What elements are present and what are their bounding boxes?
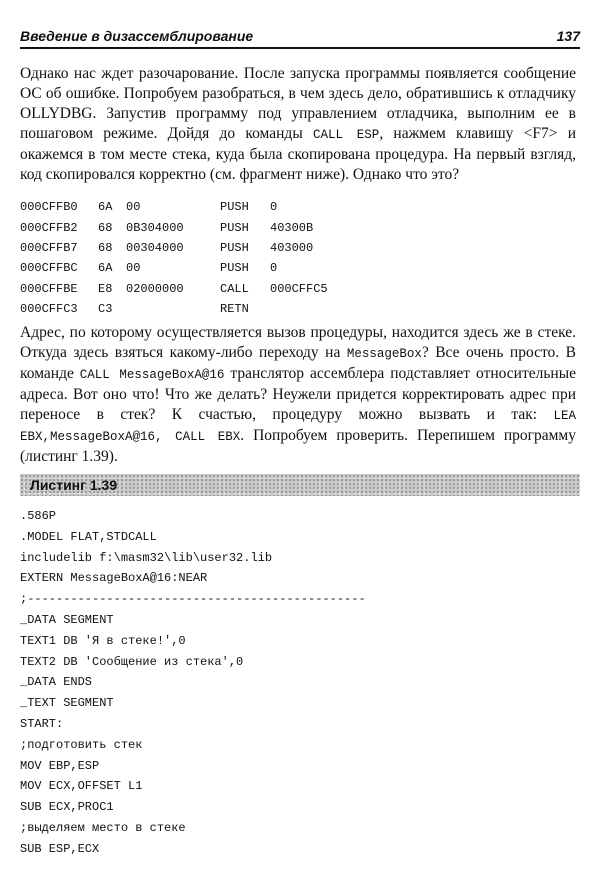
stack-dump-listing	[20, 197, 328, 319]
dump-mnemonic: CALL	[220, 281, 249, 296]
listing-line: START:	[20, 716, 64, 731]
dump-opcode: E8	[98, 281, 113, 296]
dump-opcode: 68	[98, 220, 113, 235]
listing-line: _TEXT SEGMENT	[20, 696, 114, 711]
outro-text-1: Адрес, по которому осуществляется вызов процедуры, находится здесь же в стеке. Откуда здесь взяться какому-либо переходу на	[20, 324, 576, 361]
page-header	[20, 10, 580, 50]
dump-row	[20, 197, 328, 217]
dump-operand: 000CFFC5	[270, 281, 328, 296]
dump-mnemonic: PUSH	[220, 220, 249, 235]
dump-address: 000CFFB0	[20, 200, 78, 215]
dump-opcode: C3	[98, 302, 113, 317]
outro-text-3: транслятор ассемблера подставляет относительные адреса. Вот оно что! Что же делать? Неужели придется корректировать адрес при переносе в стек? К счастью, процедуру можно вызвать и так:	[20, 365, 576, 423]
page-number: 137	[556, 28, 580, 44]
listing-line: .MODEL FLAT,STDCALL	[20, 529, 157, 544]
listing-title: Листинг 1.39	[30, 477, 118, 493]
dump-address: 000CFFB2	[20, 220, 78, 235]
inline-code-lea-call-ebx: LEA EBX,MessageBoxA@16, CALL EBX	[20, 409, 576, 444]
dump-row	[20, 299, 328, 319]
dump-mnemonic: RETN	[220, 302, 249, 317]
inline-code-messagebox: MessageBox	[346, 347, 422, 361]
listing-line: _DATA SEGMENT	[20, 612, 114, 627]
dump-operand: 0	[270, 261, 278, 276]
dump-address: 000CFFB7	[20, 240, 78, 255]
dump-opcode: 68	[98, 240, 113, 255]
inline-code-call-esp: CALL ESP	[312, 128, 380, 142]
dump-mnemonic: PUSH	[220, 261, 249, 276]
dump-address: 000CFFBC	[20, 261, 78, 276]
chapter-title: Введение в дизассемблирование	[20, 28, 254, 44]
listing-line: .586P	[20, 509, 57, 523]
dump-operand: 0	[270, 200, 278, 215]
listing-line: TEXT2 DB 'Сообщение из стека',0	[20, 654, 244, 669]
listing-line: ;-----------------------------------------------	[20, 592, 366, 607]
dump-opcode: 6A	[98, 200, 113, 215]
code-listing	[20, 506, 366, 860]
listing-line: ;выделяем место в стеке	[20, 820, 186, 835]
listing-line: _DATA ENDS	[20, 675, 93, 690]
outro-text-4: . Попробуем проверить. Перепишем программу (листинг 1.39).	[20, 427, 576, 465]
listing-line: includelib f:\masm32\lib\user32.lib	[20, 550, 273, 565]
intro-text-2: , нажмем клавишу <F7> и окажемся в том месте стека, куда была скопирована процедура. На первый взгляд, код скопировался корректно (см. фрагмент ниже). Однако что это?	[20, 125, 576, 183]
listing-line: MOV ECX,OFFSET L1	[20, 779, 143, 794]
header-divider	[20, 47, 580, 49]
dump-immediate: 00304000	[126, 240, 184, 255]
listing-line: MOV EBP,ESP	[20, 758, 100, 773]
listing-line: SUB ESP,ECX	[20, 841, 100, 856]
dump-mnemonic: PUSH	[220, 200, 249, 215]
listing-line: SUB ECX,PROC1	[20, 800, 114, 815]
dump-immediate: 0B304000	[126, 220, 184, 235]
listing-line: EXTERN MessageBoxA@16:NEAR	[20, 571, 208, 586]
dump-row	[20, 238, 328, 258]
explanation-paragraph	[20, 323, 576, 467]
dump-row	[20, 217, 328, 237]
dump-operand: 403000	[270, 240, 314, 255]
listing-caption-bar	[20, 474, 580, 496]
listing-line: TEXT1 DB 'Я в стеке!',0	[20, 633, 186, 648]
dump-row	[20, 279, 328, 299]
dump-mnemonic: PUSH	[220, 240, 249, 255]
outro-text-2: ? Все очень просто. В команде	[20, 344, 576, 382]
dump-row	[20, 258, 328, 278]
listing-line: ;подготовить стек	[20, 737, 143, 752]
dump-immediate: 02000000	[126, 281, 184, 296]
dump-immediate	[126, 299, 220, 319]
intro-paragraph	[20, 64, 576, 185]
dump-address: 000CFFBE	[20, 281, 78, 296]
dump-operand: 40300B	[270, 220, 314, 235]
dump-address: 000CFFC3	[20, 302, 78, 317]
intro-text-1: Однако нас ждет разочарование. После запуска программы появляется сообщение ОС об ошибке. Попробуем разобраться, в чем здесь дело, обратившись к отладчику OLLYDBG. Запустив программу под управлением отладчика, выполним ее в пошаговом режиме. Дойдя до команды	[20, 65, 576, 142]
dump-opcode: 6A	[98, 261, 113, 276]
dump-immediate: 00	[126, 200, 141, 215]
inline-code-call-messageboxa: CALL MessageBoxA@16	[79, 368, 225, 382]
dump-immediate: 00	[126, 261, 141, 276]
dump-operand	[270, 299, 328, 319]
